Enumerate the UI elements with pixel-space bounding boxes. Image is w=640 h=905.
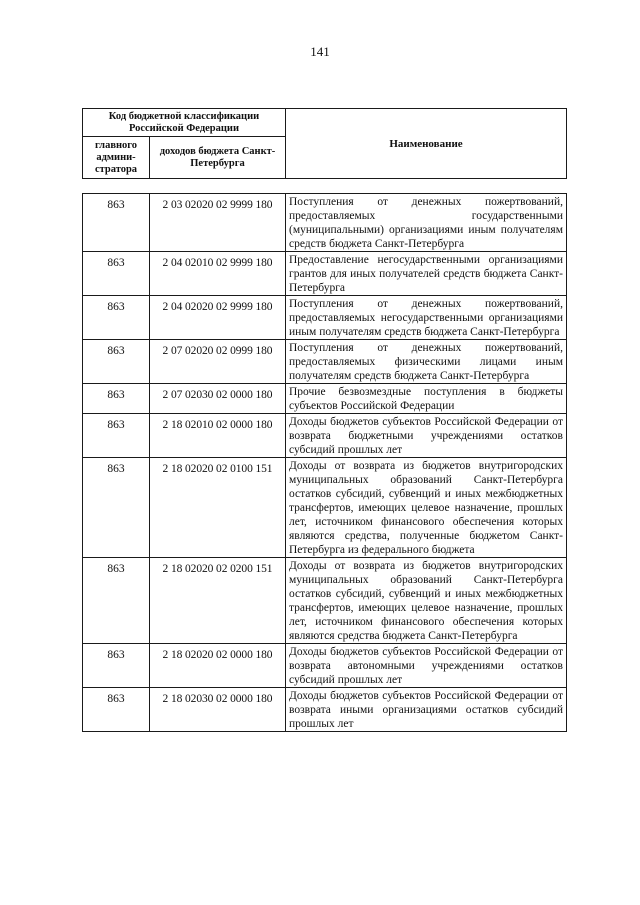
revenue-name-cell: Доходы бюджетов субъектов Российской Федерации от возврата иными организациями остатков субсидий прошлых лет (286, 688, 567, 732)
revenue-code-cell: 2 04 02020 02 9999 180 (150, 296, 286, 340)
admin-code-cell: 863 (83, 296, 150, 340)
revenue-code-cell: 2 18 02030 02 0000 180 (150, 688, 286, 732)
revenue-name-cell: Доходы бюджетов субъектов Российской Федерации от возврата автономными учреждениями остатков субсидий прошлых лет (286, 644, 567, 688)
table-row (83, 296, 567, 340)
table-row (83, 414, 567, 458)
table-row (83, 644, 567, 688)
admin-code-cell: 863 (83, 194, 150, 252)
admin-code-cell: 863 (83, 340, 150, 384)
revenue-name-cell: Поступления от денежных пожертвований, предоставляемых негосударственными организациями иным получателям средств бюджета Санкт-Петербурга (286, 296, 567, 340)
revenue-name-cell: Поступления от денежных пожертвований, предоставляемых государственными (муниципальными) организациями иным получателям средств бюджета Санкт-Петербурга (286, 194, 567, 252)
revenue-code-cell: 2 18 02020 02 0100 151 (150, 458, 286, 558)
revenue-name-cell: Прочие безвозмездные поступления в бюджеты субъектов Российской Федерации (286, 384, 567, 414)
revenue-code-column-header: доходов бюджета Санкт-Петербурга (150, 137, 286, 179)
admin-code-cell: 863 (83, 384, 150, 414)
table-row (83, 194, 567, 252)
revenue-name-cell: Доходы бюджетов субъектов Российской Федерации от возврата бюджетными учреждениями остатков субсидий прошлых лет (286, 414, 567, 458)
table-row (83, 340, 567, 384)
revenue-name-cell: Поступления от денежных пожертвований, предоставляемых физическими лицами иным получателям средств бюджета Санкт-Петербурга (286, 340, 567, 384)
revenue-code-cell: 2 18 02020 02 0200 151 (150, 558, 286, 644)
admin-code-cell: 863 (83, 558, 150, 644)
revenue-codes-table (82, 193, 567, 732)
revenue-name-cell: Доходы от возврата из бюджетов внутригородских муниципальных образований Санкт-Петербурга остатков субсидий, субвенций и иных межбюджетных трансфертов, имеющих целевое назначение, прошлых лет, источником финансового обеспечения которых являются средства, полученные бюджетом Санкт-Петербурга из федерального бюджета (286, 458, 567, 558)
page-number: 141 (310, 44, 330, 59)
revenue-name-cell: Доходы от возврата из бюджетов внутригородских муниципальных образований Санкт-Петербурга остатков субсидий, субвенций и иных межбюджетных трансфертов, имеющих целевое назначение, прошлых лет, источником финансового обеспечения которых являются средства бюджета Санкт-Петербурга (286, 558, 567, 644)
table-row (83, 458, 567, 558)
admin-code-cell: 863 (83, 414, 150, 458)
admin-column-header: главного админи-стратора (83, 137, 150, 179)
admin-code-cell: 863 (83, 644, 150, 688)
revenue-code-cell: 2 04 02010 02 9999 180 (150, 252, 286, 296)
table-row (83, 384, 567, 414)
admin-code-cell: 863 (83, 458, 150, 558)
revenue-code-cell: 2 07 02020 02 0999 180 (150, 340, 286, 384)
revenue-name-cell: Предоставление негосударственными организациями грантов для иных получателей средств бюджета Санкт-Петербурга (286, 252, 567, 296)
revenue-code-cell: 2 07 02030 02 0000 180 (150, 384, 286, 414)
revenue-code-cell: 2 03 02020 02 9999 180 (150, 194, 286, 252)
name-column-header: Наименование (286, 109, 567, 179)
header-table (82, 108, 567, 179)
code-group-header: Код бюджетной классификации Российской Федерации (83, 109, 286, 137)
admin-code-cell: 863 (83, 252, 150, 296)
revenue-code-cell: 2 18 02020 02 0000 180 (150, 644, 286, 688)
admin-code-cell: 863 (83, 688, 150, 732)
revenue-code-cell: 2 18 02010 02 0000 180 (150, 414, 286, 458)
table-row (83, 558, 567, 644)
table-row (83, 252, 567, 296)
table-row (83, 688, 567, 732)
